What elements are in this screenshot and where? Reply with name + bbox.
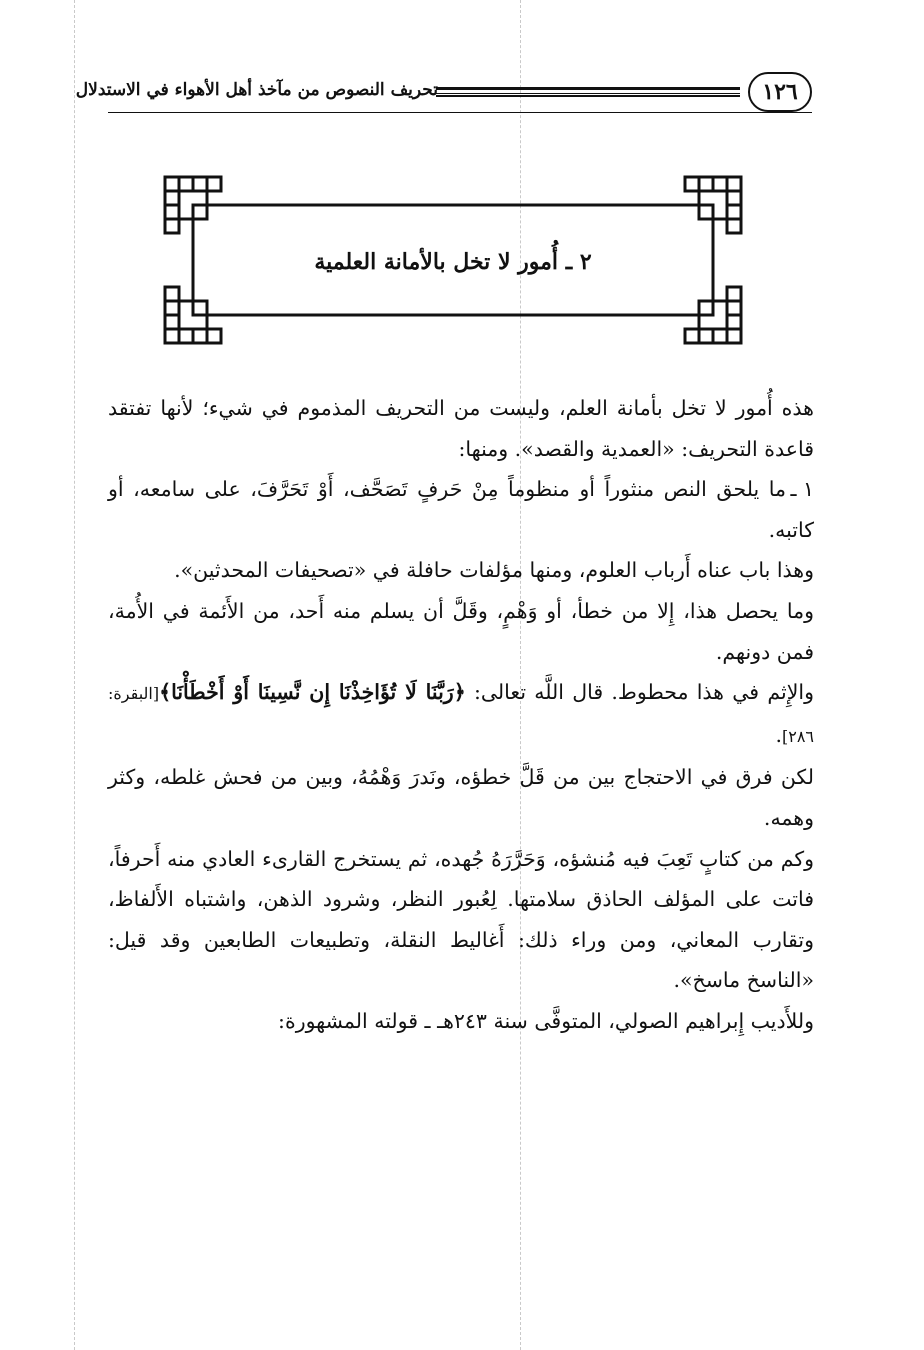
header-rule: [436, 95, 740, 97]
body-text: [108, 388, 814, 1042]
paragraph: لكن فرق في الاحتجاج بين من قَلَّ خطؤه، ونَدرَ وَهْمُهُ، وبين من فحش غلطه، وكثر وهمه.: [108, 765, 814, 830]
header-rule: [436, 87, 740, 94]
list-item: [108, 469, 814, 550]
paragraph-text: .: [775, 722, 782, 747]
running-title: تحريف النصوص من مآخذ أهل الأهواء في الاستدلال: [75, 80, 438, 100]
verse-citation: [البقرة: ٢٨٦]: [108, 684, 814, 746]
margin-dotted-line: [74, 0, 75, 1350]
running-header: [75, 72, 812, 116]
list-item-number: ١ ـ: [790, 477, 814, 502]
paragraph-text: والإِثم في هذا محطوط. قال اللَّه تعالى:: [465, 680, 814, 705]
paragraph: وما يحصل هذا، إِلا من خطأ، أو وَهْمٍ، وقَلَّ أن يسلم منه أَحد، من الأَئمة في الأُمة، فمن دونهم.: [108, 598, 814, 664]
paragraph: [108, 672, 814, 757]
paragraph: وللأَديب إِبراهيم الصولي، المتوفَّى سنة ٢٤٣هـ ـ قولته المشهورة:: [278, 1008, 814, 1033]
header-divider: [108, 112, 812, 113]
list-item-text: ما يلحق النص منثوراً أو منظوماً مِنْ حَرفٍ تَصَحَّف، أَوْ تَحَرَّفَ، على سامعه، أو كاتبه.: [108, 477, 814, 542]
section-title-frame: [163, 175, 743, 345]
paragraph: وهذا باب عناه أَرباب العلوم، ومنها مؤلفات حافلة في «تصحيفات المحدثين».: [174, 558, 814, 583]
paragraph: هذه أُمور لا تخل بأمانة العلم، وليست من التحريف المذموم في شيء؛ لأنها تفتقد قاعدة التحريف: «العمدية والقصد». ومنها:: [108, 396, 814, 461]
quran-verse: ﴿رَبَّنَا لَا تُؤَاخِذْنَا إِن نَّسِينَا أَوْ أَخْطَأْنَا﴾: [159, 680, 466, 705]
page-number: ١٢٦: [748, 72, 812, 112]
paragraph: وكم من كتابٍ تَعِبَ فيه مُنشؤه، وَحَرَّرَهُ جُهده، ثم يستخرج القارىء العادي منه أَحرفاً، فاتت على المؤلف الحاذق سلامتها. لِعُبور النظر، وشرود الذهن، واشتباه الأَلفاظ، وتقارب المعاني، ومن وراء ذلك: أَغاليط النقلة، وتطبيعات الطابعين وقد قيل: «الناسخ ماسخ».: [108, 846, 814, 993]
section-title: ٢ ـ أُمور لا تخل بالأمانة العلمية: [314, 249, 592, 275]
